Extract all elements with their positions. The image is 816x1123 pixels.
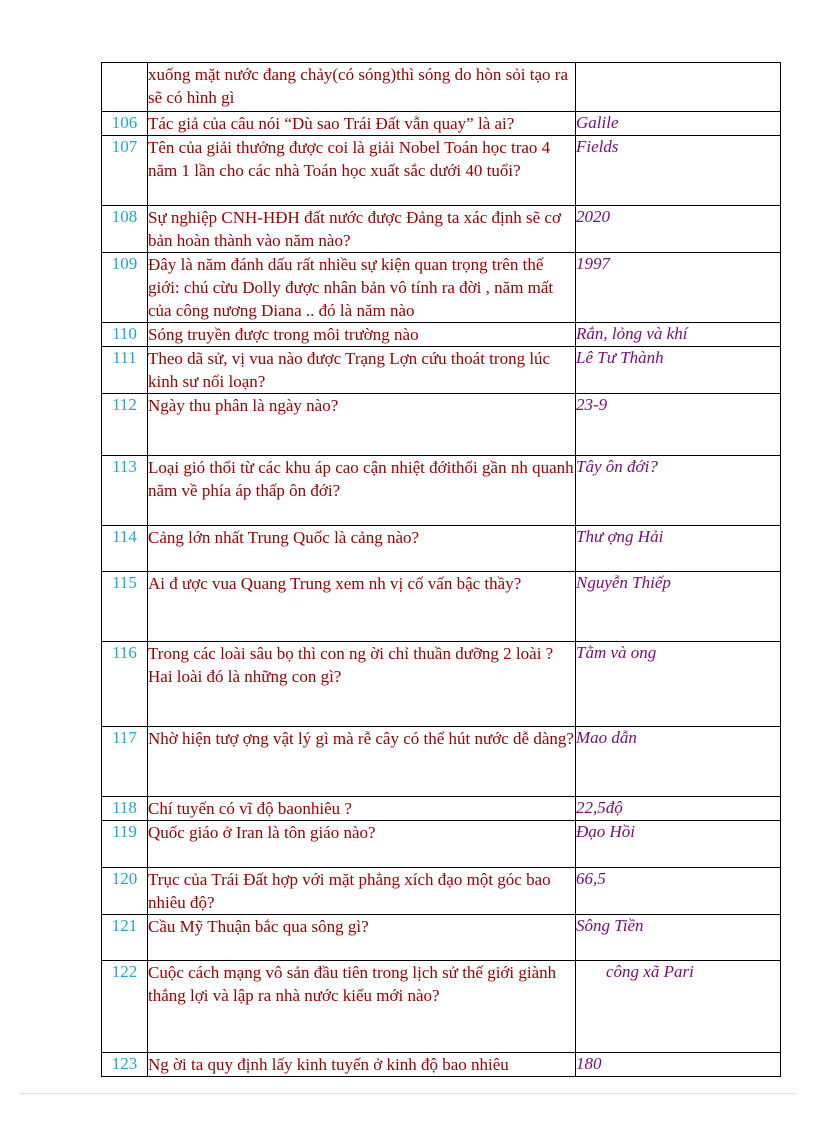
row-number: 120 bbox=[102, 868, 148, 915]
row-number: 122 bbox=[102, 961, 148, 1053]
answer-cell: Tằm và ong bbox=[576, 642, 781, 727]
question-cell: Ai đ ược vua Quang Trung xem nh vị cố vấn bậc thầy? bbox=[148, 572, 576, 642]
row-number: 111 bbox=[102, 347, 148, 394]
table-row bbox=[102, 821, 781, 868]
row-number: 113 bbox=[102, 456, 148, 526]
question-cell: Sóng truyền được trong môi trường nào bbox=[148, 323, 576, 347]
answer-cell: Nguyễn Thiếp bbox=[576, 572, 781, 642]
question-cell: Cầu Mỹ Thuận bắc qua sông gì? bbox=[148, 915, 576, 961]
question-cell: Loại gió thổi từ các khu áp cao cận nhiệt đớithổi gần nh quanh năm về phía áp thấp ôn đới? bbox=[148, 456, 576, 526]
answer-cell: 180 bbox=[576, 1053, 781, 1077]
question-cell: Đây là năm đánh dấu rất nhiều sự kiện quan trọng trên thế giới: chú cừu Dolly được nhân bản vô tính ra đời , năm mất của công nương Diana .. đó là năm nào bbox=[148, 253, 576, 323]
question-cell: Chí tuyến có vĩ độ baonhiêu ? bbox=[148, 797, 576, 821]
answer-cell: Lê Tư Thành bbox=[576, 347, 781, 394]
question-cell: xuống mặt nước đang chảy(có sóng)thì sóng do hòn sỏi tạo ra sẽ có hình gì bbox=[148, 63, 576, 112]
row-number: 112 bbox=[102, 394, 148, 456]
row-number: 108 bbox=[102, 206, 148, 253]
question-cell: Ngày thu phân là ngày nào? bbox=[148, 394, 576, 456]
row-number: 119 bbox=[102, 821, 148, 868]
table-row bbox=[102, 915, 781, 961]
table-row bbox=[102, 727, 781, 797]
answer-cell: Mao dẫn bbox=[576, 727, 781, 797]
table-row bbox=[102, 136, 781, 206]
table-row bbox=[102, 961, 781, 1053]
row-number: 110 bbox=[102, 323, 148, 347]
quiz-table bbox=[101, 62, 781, 1077]
question-cell: Cảng lớn nhất Trung Quốc là cảng nào? bbox=[148, 526, 576, 572]
row-number: 109 bbox=[102, 253, 148, 323]
table-row bbox=[102, 63, 781, 112]
page-bottom-divider bbox=[20, 1093, 796, 1094]
table-row bbox=[102, 642, 781, 727]
question-cell: Tên của giải thưởng được coi là giải Nobel Toán học trao 4 năm 1 lần cho các nhà Toán học xuất sắc dưới 40 tuổi? bbox=[148, 136, 576, 206]
table-row bbox=[102, 323, 781, 347]
row-number: 116 bbox=[102, 642, 148, 727]
answer-cell bbox=[576, 63, 781, 112]
question-cell: Sự nghiệp CNH-HĐH đất nước được Đảng ta xác định sẽ cơ bản hoàn thành vào năm nào? bbox=[148, 206, 576, 253]
table-row bbox=[102, 253, 781, 323]
answer-cell: Sông Tiền bbox=[576, 915, 781, 961]
answer-cell: 66,5 bbox=[576, 868, 781, 915]
answer-cell: 23-9 bbox=[576, 394, 781, 456]
answer-cell: Fields bbox=[576, 136, 781, 206]
row-number: 118 bbox=[102, 797, 148, 821]
question-cell: Theo dã sử, vị vua nào được Trạng Lợn cứu thoát trong lúc kinh sư nổi loạn? bbox=[148, 347, 576, 394]
row-number: 115 bbox=[102, 572, 148, 642]
question-cell: Cuộc cách mạng vô sản đầu tiên trong lịch sử thế giới giành thắng lợi và lập ra nhà nước kiểu mới nào? bbox=[148, 961, 576, 1053]
answer-cell: Galile bbox=[576, 112, 781, 136]
answer-cell: 1997 bbox=[576, 253, 781, 323]
question-cell: Nhờ hiện tượ ợng vật lý gì mà rễ cây có thể hút nước dễ dàng? bbox=[148, 727, 576, 797]
table-row bbox=[102, 394, 781, 456]
question-cell: Quốc giáo ở Iran là tôn giáo nào? bbox=[148, 821, 576, 868]
question-cell: Ng ời ta quy định lấy kinh tuyến ở kinh độ bao nhiêu bbox=[148, 1053, 576, 1077]
row-number: 117 bbox=[102, 727, 148, 797]
answer-cell: công xã Pari bbox=[576, 961, 781, 1053]
answer-cell: 2020 bbox=[576, 206, 781, 253]
answer-cell: 22,5độ bbox=[576, 797, 781, 821]
table-row bbox=[102, 456, 781, 526]
table-row bbox=[102, 797, 781, 821]
table-row bbox=[102, 572, 781, 642]
table-row bbox=[102, 112, 781, 136]
answer-cell: Rắn, lỏng và khí bbox=[576, 323, 781, 347]
answer-cell: Thư ợng Hải bbox=[576, 526, 781, 572]
table-row bbox=[102, 868, 781, 915]
question-cell: Tác giả của câu nói “Dù sao Trái Đất vẫn quay” là ai? bbox=[148, 112, 576, 136]
table-row bbox=[102, 347, 781, 394]
row-number: 123 bbox=[102, 1053, 148, 1077]
row-number: 106 bbox=[102, 112, 148, 136]
question-cell: Trong các loài sâu bọ thì con ng ời chỉ thuần dưỡng 2 loài ? Hai loài đó là những con gì? bbox=[148, 642, 576, 727]
answer-cell: Tây ôn đới? bbox=[576, 456, 781, 526]
row-number: 121 bbox=[102, 915, 148, 961]
answer-cell: Đạo Hồi bbox=[576, 821, 781, 868]
table-row bbox=[102, 1053, 781, 1077]
row-number: 107 bbox=[102, 136, 148, 206]
question-cell: Trục của Trái Đất hợp với mặt phẳng xích đạo một góc bao nhiêu độ? bbox=[148, 868, 576, 915]
row-number bbox=[102, 63, 148, 112]
row-number: 114 bbox=[102, 526, 148, 572]
table-row bbox=[102, 206, 781, 253]
table-row bbox=[102, 526, 781, 572]
